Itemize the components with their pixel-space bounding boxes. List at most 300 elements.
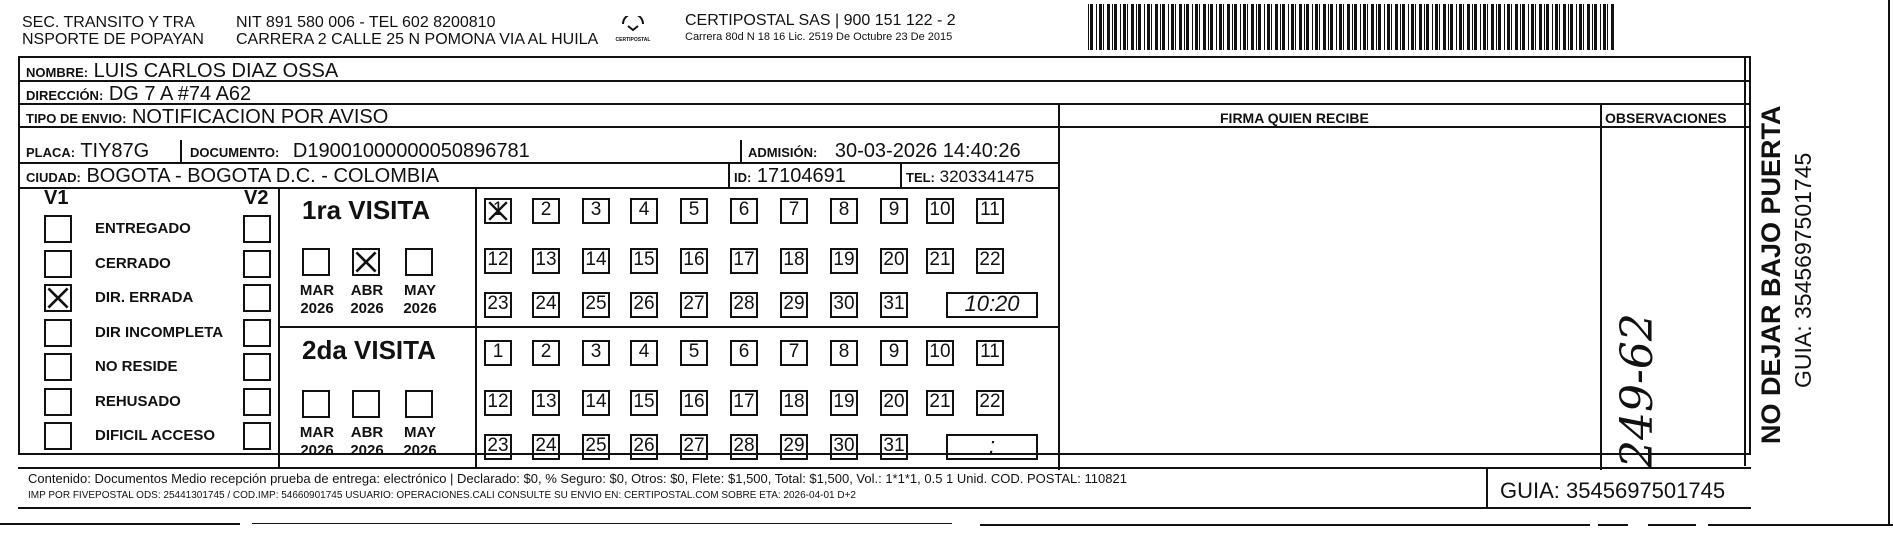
- certipostal-logo: [610, 16, 656, 43]
- visit1-day-box[interactable]: [532, 248, 560, 274]
- visit1-day-box[interactable]: [730, 292, 758, 318]
- barcode-bar: [1216, 4, 1217, 50]
- visit1-day-number: 1: [492, 199, 504, 220]
- barcode-bar: [1120, 4, 1121, 50]
- visit1-day-box[interactable]: [830, 198, 858, 224]
- v1-checkbox[interactable]: [44, 353, 72, 381]
- handwritten-observation: 249-62: [1612, 313, 1663, 468]
- barcode-bar: [1456, 4, 1457, 50]
- documento-row: [190, 140, 530, 163]
- v2-checkbox[interactable]: [243, 388, 271, 416]
- visit1-month-checkbox[interactable]: [302, 248, 330, 276]
- visit2-day-box[interactable]: [484, 340, 512, 366]
- v2-header: V2: [244, 187, 269, 209]
- visit1-day-number: 12: [487, 249, 509, 270]
- visit2-day-box[interactable]: [926, 390, 954, 416]
- visit2-day-box[interactable]: [532, 434, 560, 460]
- visit1-day-box[interactable]: [680, 292, 708, 318]
- visit2-day-number: 11: [980, 341, 1000, 362]
- visit2-day-number: 24: [535, 435, 557, 456]
- barcode-bar: [1195, 4, 1198, 50]
- visit2-day-box[interactable]: [630, 390, 658, 416]
- visit2-day-box[interactable]: [582, 434, 610, 460]
- barcode-bar: [1251, 4, 1254, 50]
- barcode-bar: [1592, 4, 1593, 50]
- barcode-bar: [1546, 4, 1549, 50]
- v2-checkbox[interactable]: [243, 284, 271, 312]
- barcode-bar: [1611, 4, 1614, 50]
- barcode-bar: [1264, 4, 1265, 50]
- direccion-row: [26, 83, 251, 106]
- visit1-time-box[interactable]: 10:20: [946, 292, 1038, 318]
- barcode-bar: [1387, 4, 1390, 50]
- visit2-day-number: 1: [492, 341, 504, 362]
- visit1-day-box[interactable]: [780, 292, 808, 318]
- id-value: 17104691: [756, 165, 846, 187]
- barcode-bar: [1411, 4, 1414, 50]
- visit1-day-number: 23: [487, 293, 509, 314]
- visit2-day-box[interactable]: [484, 434, 512, 460]
- visit1-day-number: 2: [540, 199, 552, 220]
- barcode-bar: [1107, 4, 1110, 50]
- visit2-day-box[interactable]: [630, 340, 658, 366]
- barcode-bar: [1223, 4, 1224, 50]
- barcode-bar: [1511, 4, 1512, 50]
- visit1-day-number: 16: [683, 249, 705, 270]
- visit1-day-box[interactable]: [730, 198, 758, 224]
- barcode-bar: [1579, 4, 1582, 50]
- visit1-day-box[interactable]: [532, 198, 560, 224]
- barcode-bar: [1155, 4, 1158, 50]
- status-option-label: CERRADO: [95, 254, 171, 272]
- visit1-day-box[interactable]: [630, 248, 658, 274]
- visit1-day-number: 22: [979, 249, 1001, 270]
- visit2-day-box[interactable]: [976, 390, 1004, 416]
- visit1-title: 1ra VISITA: [302, 195, 431, 225]
- visit1-day-box[interactable]: [630, 198, 658, 224]
- visit2-day-number: 22: [979, 391, 1001, 412]
- visit1-month-label: MAY 2026: [403, 282, 437, 317]
- barcode-bar: [1496, 4, 1497, 50]
- barcode-bar: [1555, 4, 1558, 50]
- visit2-day-box[interactable]: [680, 340, 708, 366]
- barcode-bar: [1472, 4, 1473, 50]
- barcode-bar: [1450, 4, 1453, 50]
- visit2-day-number: 23: [487, 435, 509, 456]
- barcode-bar: [1515, 4, 1518, 50]
- visit2-day-number: 27: [683, 435, 705, 456]
- visit1-day-box[interactable]: [880, 292, 908, 318]
- address-line: CARRERA 2 CALLE 25 N POMONA VIA AL HUILA: [236, 31, 599, 48]
- visit1-day-box[interactable]: [532, 292, 560, 318]
- visit2-day-number: 2: [540, 341, 552, 362]
- barcode-bar: [1424, 4, 1425, 50]
- visit1-day-number: 4: [638, 199, 650, 220]
- v1-checkbox[interactable]: [44, 215, 72, 243]
- barcode-bar: [1376, 4, 1377, 50]
- visit2-day-number: 9: [888, 341, 900, 362]
- v2-checkbox[interactable]: [243, 422, 271, 450]
- barcode-bar: [1507, 4, 1510, 50]
- barcode-bar: [1395, 4, 1398, 50]
- ciudad-row: [26, 165, 439, 188]
- visit2-day-number: 21: [929, 391, 951, 412]
- visit2-day-number: 4: [638, 341, 650, 362]
- barcode-bar: [1203, 4, 1206, 50]
- barcode-bar: [1160, 4, 1161, 50]
- barcode-bar: [1483, 4, 1486, 50]
- visit2-day-box[interactable]: [880, 340, 908, 366]
- barcode-bar: [1371, 4, 1374, 50]
- barcode-bar: [1291, 4, 1294, 50]
- sender-address-block: [236, 14, 598, 48]
- visit2-day-number: 28: [733, 435, 755, 456]
- barcode-bar: [1552, 4, 1553, 50]
- barcode-bar: [1219, 4, 1222, 50]
- visit1-day-box[interactable]: [976, 248, 1004, 274]
- visit2-day-box[interactable]: [780, 390, 808, 416]
- barcode-bar: [1199, 4, 1200, 50]
- visit1-day-box[interactable]: [880, 248, 908, 274]
- documento-label: DOCUMENTO:: [190, 145, 280, 160]
- visit2-day-number: 16: [683, 391, 705, 412]
- barcode-bar: [1295, 4, 1296, 50]
- visit2-day-box[interactable]: [730, 340, 758, 366]
- side-guia: GUIA: 3545697501745: [1790, 152, 1816, 388]
- barcode-bar: [1594, 4, 1597, 50]
- status-option-label: NO RESIDE: [95, 358, 178, 375]
- visit1-day-number: 25: [585, 293, 607, 314]
- tel-label: TEL:: [906, 170, 935, 185]
- visit2-day-number: 6: [738, 341, 750, 362]
- visit1-day-box[interactable]: [880, 198, 908, 224]
- tipo-row: [26, 106, 388, 129]
- status-option-label: DIR. ERRADA: [95, 289, 194, 306]
- visit2-day-number: 19: [833, 391, 855, 412]
- barcode-bar: [1131, 4, 1134, 50]
- v1-checkbox[interactable]: [44, 388, 72, 416]
- visit1-day-number: 28: [733, 293, 755, 314]
- v2-checkbox[interactable]: [243, 319, 271, 347]
- visit2-month-checkbox[interactable]: [302, 390, 330, 418]
- barcode-bar: [1175, 4, 1176, 50]
- visit2-day-number: 30: [833, 435, 855, 456]
- barcode-bar: [1306, 4, 1309, 50]
- visit1-day-number: 6: [738, 199, 750, 220]
- barcode-bar: [1491, 4, 1494, 50]
- barcode-bar: [1271, 4, 1272, 50]
- visit2-time-box[interactable]: :: [946, 434, 1038, 460]
- barcode-bar: [1603, 4, 1606, 50]
- barcode-bar: [1330, 4, 1333, 50]
- barcode-bar: [1528, 4, 1529, 50]
- visit2-day-number: 26: [633, 435, 655, 456]
- barcode-bar: [1304, 4, 1305, 50]
- tel-row: [906, 167, 1034, 187]
- v1-checkbox[interactable]: [44, 422, 72, 450]
- barcode-bar: [1179, 4, 1182, 50]
- visit2-day-box[interactable]: [780, 340, 808, 366]
- logo-icon: [620, 16, 646, 32]
- barcode-bar: [1448, 4, 1449, 50]
- barcode-bar: [1467, 4, 1470, 50]
- direccion-label: DIRECCIÓN:: [26, 88, 104, 103]
- barcode-bar: [1275, 4, 1278, 50]
- v2-checkbox[interactable]: [243, 215, 271, 243]
- barcode-bar: [1607, 4, 1608, 50]
- visit1-day-box[interactable]: [780, 198, 808, 224]
- visit1-day-box[interactable]: [730, 248, 758, 274]
- visit2-month-label: MAR 2026: [299, 424, 335, 459]
- visit2-day-number: 15: [633, 391, 655, 412]
- visit2-day-box[interactable]: [582, 340, 610, 366]
- company-license: Carrera 80d N 18 16 Lic. 2519 De Octubre 23 De 2015: [685, 31, 953, 43]
- barcode-bar: [1103, 4, 1104, 50]
- barcode-bar: [1336, 4, 1337, 50]
- barcode-bar: [1402, 4, 1405, 50]
- barcode-bar: [1256, 4, 1257, 50]
- visit1-day-number: 17: [733, 249, 755, 270]
- barcode-bar: [1096, 4, 1097, 50]
- visit2-day-box[interactable]: [880, 390, 908, 416]
- visit1-day-box[interactable]: [830, 292, 858, 318]
- visit1-day-number: 3: [590, 199, 602, 220]
- barcode-bar: [1282, 4, 1285, 50]
- barcode: [1088, 4, 1618, 55]
- visit1-day-box[interactable]: [582, 198, 610, 224]
- barcode-bar: [1186, 4, 1189, 50]
- logo-label: CERTIPOSTAL: [615, 37, 651, 43]
- visit2-day-number: 13: [535, 391, 557, 412]
- barcode-bar: [1459, 4, 1462, 50]
- visit2-day-box[interactable]: [730, 434, 758, 460]
- visit2-day-box[interactable]: [830, 340, 858, 366]
- visit1-day-number: 11: [980, 199, 1000, 220]
- barcode-bar: [1352, 4, 1353, 50]
- visit1-day-number: 13: [535, 249, 557, 270]
- barcode-bar: [1439, 4, 1440, 50]
- barcode-bar: [1267, 4, 1270, 50]
- visit2-day-box[interactable]: [830, 434, 858, 460]
- visit1-day-number: 7: [788, 199, 800, 220]
- visit1-day-box[interactable]: [484, 198, 512, 224]
- v1-checkbox[interactable]: [44, 284, 72, 312]
- barcode-bar: [1151, 4, 1152, 50]
- visit1-day-number: 20: [883, 249, 905, 270]
- barcode-bar: [1544, 4, 1545, 50]
- barcode-bar: [1144, 4, 1145, 50]
- company-block: [685, 12, 956, 43]
- barcode-bar: [1232, 4, 1233, 50]
- visit1-day-box[interactable]: [976, 198, 1004, 224]
- visit2-day-box[interactable]: [532, 390, 560, 416]
- barcode-bar: [1127, 4, 1128, 50]
- visit2-day-number: 10: [929, 341, 951, 362]
- barcode-bar: [1363, 4, 1366, 50]
- status-option-label: DIR INCOMPLETA: [95, 323, 224, 341]
- visit1-day-box[interactable]: [582, 248, 610, 274]
- status-option-label: REHUSADO: [95, 392, 181, 410]
- visit1-day-number: 5: [688, 199, 700, 220]
- visit2-day-number: 3: [590, 341, 602, 362]
- tipo-label: TIPO DE ENVIO:: [26, 111, 127, 126]
- visit1-day-number: 14: [585, 249, 607, 270]
- side-warning: NO DEJAR BAJO PUERTA: [1756, 105, 1786, 444]
- visit2-day-box[interactable]: [532, 340, 560, 366]
- visit2-day-number: 29: [783, 435, 805, 456]
- status-option-label: ENTREGADO: [95, 220, 191, 237]
- visit1-month-label: ABR 2026: [350, 282, 384, 317]
- visit1-day-number: 8: [838, 199, 850, 220]
- visit1-day-box[interactable]: [484, 248, 512, 274]
- visit1-month-checkbox[interactable]: [352, 248, 380, 276]
- barcode-bar: [1112, 4, 1113, 50]
- visit2-day-number: 8: [838, 341, 850, 362]
- barcode-bar: [1535, 4, 1536, 50]
- visit1-day-number: 15: [633, 249, 655, 270]
- barcode-bar: [1563, 4, 1566, 50]
- barcode-bar: [1539, 4, 1542, 50]
- admision-value: 30-03-2026 14:40:26: [834, 140, 1021, 162]
- visit1-month-label: MAR 2026: [299, 282, 335, 317]
- barcode-bar: [1168, 4, 1169, 50]
- visit1-day-box[interactable]: [680, 248, 708, 274]
- barcode-bar: [1162, 4, 1165, 50]
- placa-value: TIY87G: [80, 140, 150, 162]
- nombre-row: [26, 60, 338, 83]
- visit2-day-box[interactable]: [630, 434, 658, 460]
- nombre-label: NOMBRE:: [26, 65, 89, 80]
- tipo-value: NOTIFICACION POR AVISO: [131, 106, 389, 128]
- barcode-bar: [1576, 4, 1577, 50]
- visit1-day-box[interactable]: [582, 292, 610, 318]
- barcode-bar: [1347, 4, 1350, 50]
- barcode-bar: [1171, 4, 1174, 50]
- barcode-bar: [1367, 4, 1368, 50]
- visit2-month-label: ABR 2026: [350, 424, 384, 459]
- visit1-day-box[interactable]: [830, 248, 858, 274]
- footer-imp: IMP POR FIVEPOSTAL ODS: 25441301745 / COD.IMP: 54660901745 USUARIO: OPERACIONES.CALI CONSULTE SU ENVIO EN: CERTIPOSTAL.COM SOBRE ETA: 2026-04-01 D+2: [28, 490, 856, 501]
- visit2-day-box[interactable]: [680, 434, 708, 460]
- visit1-day-number: 19: [833, 249, 855, 270]
- ciudad-label: CIUDAD:: [26, 170, 81, 185]
- barcode-bar: [1432, 4, 1433, 50]
- barcode-bar: [1088, 4, 1089, 50]
- barcode-bar: [1227, 4, 1230, 50]
- v1-checkbox[interactable]: [44, 250, 72, 278]
- barcode-bar: [1192, 4, 1193, 50]
- visit2-day-number: 12: [487, 391, 509, 412]
- barcode-bar: [1090, 4, 1093, 50]
- v1-header: V1: [44, 187, 69, 209]
- barcode-bar: [1123, 4, 1126, 50]
- v2-checkbox[interactable]: [243, 250, 271, 278]
- visit1-day-box[interactable]: [680, 198, 708, 224]
- visit2-month-checkbox[interactable]: [405, 390, 433, 418]
- visit1-day-number: 26: [633, 293, 655, 314]
- visit2-day-number: 17: [733, 391, 755, 412]
- admision-label: ADMISIÓN:: [748, 145, 818, 160]
- visit2-day-number: 31: [883, 435, 905, 456]
- visit1-day-box[interactable]: [630, 292, 658, 318]
- visit1-day-number: 21: [929, 249, 951, 270]
- v2-checkbox[interactable]: [243, 353, 271, 381]
- barcode-bar: [1288, 4, 1289, 50]
- barcode-bar: [1243, 4, 1246, 50]
- direccion-value: DG 7 A #74 A62: [108, 83, 252, 105]
- barcode-bar: [1391, 4, 1392, 50]
- barcode-bar: [1426, 4, 1429, 50]
- barcode-bar: [1520, 4, 1521, 50]
- barcode-bar: [1384, 4, 1385, 50]
- visit2-day-box[interactable]: [976, 340, 1004, 366]
- visit2-day-box[interactable]: [730, 390, 758, 416]
- barcode-bar: [1328, 4, 1329, 50]
- documento-value: D19001000000050896781: [292, 140, 530, 162]
- nombre-value: LUIS CARLOS DIAZ OSSA: [93, 60, 339, 82]
- barcode-bar: [1136, 4, 1137, 50]
- sender-line-2: NSPORTE DE POPAYAN: [22, 31, 204, 48]
- barcode-bar: [1443, 4, 1446, 50]
- visit2-day-box[interactable]: [484, 390, 512, 416]
- barcode-bar: [1400, 4, 1401, 50]
- barcode-bar: [1480, 4, 1481, 50]
- sender-block: [22, 14, 204, 48]
- barcode-bar: [1568, 4, 1569, 50]
- visit1-day-box[interactable]: [926, 198, 954, 224]
- barcode-bar: [1504, 4, 1505, 50]
- visit2-day-box[interactable]: [880, 434, 908, 460]
- nit-line: NIT 891 580 006 - TEL 602 8200810: [236, 14, 496, 31]
- sender-line-1: SEC. TRANSITO Y TRA: [22, 14, 195, 31]
- visit2-day-number: 14: [585, 391, 607, 412]
- visit1-day-number: 30: [833, 293, 855, 314]
- barcode-bar: [1559, 4, 1560, 50]
- barcode-bar: [1319, 4, 1320, 50]
- visit1-day-box[interactable]: [926, 248, 954, 274]
- barcode-bar: [1378, 4, 1381, 50]
- check-x-icon: [486, 200, 510, 222]
- barcode-bar: [1323, 4, 1326, 50]
- barcode-bar: [1360, 4, 1361, 50]
- barcode-bar: [1343, 4, 1344, 50]
- barcode-bar: [1435, 4, 1438, 50]
- barcode-bar: [1419, 4, 1422, 50]
- visit1-day-number: 9: [888, 199, 900, 220]
- visit2-day-box[interactable]: [926, 340, 954, 366]
- placa-row: [26, 140, 149, 163]
- admision-row: [748, 140, 1021, 163]
- barcode-bar: [1315, 4, 1318, 50]
- visit2-day-box[interactable]: [780, 434, 808, 460]
- visit2-day-box[interactable]: [680, 390, 708, 416]
- check-x-icon: [46, 286, 70, 310]
- visit1-day-box[interactable]: [484, 292, 512, 318]
- visit1-day-number: 27: [683, 293, 705, 314]
- barcode-bar: [1415, 4, 1416, 50]
- visit2-month-checkbox[interactable]: [352, 390, 380, 418]
- v1-checkbox[interactable]: [44, 319, 72, 347]
- barcode-bar: [1498, 4, 1501, 50]
- barcode-bar: [1339, 4, 1342, 50]
- visit2-day-box[interactable]: [582, 390, 610, 416]
- observaciones-header: OBSERVACIONES: [1605, 110, 1727, 126]
- barcode-bar: [1208, 4, 1209, 50]
- visit1-day-box[interactable]: [780, 248, 808, 274]
- visit1-month-checkbox[interactable]: [405, 248, 433, 276]
- visit2-day-box[interactable]: [830, 390, 858, 416]
- barcode-bar: [1147, 4, 1150, 50]
